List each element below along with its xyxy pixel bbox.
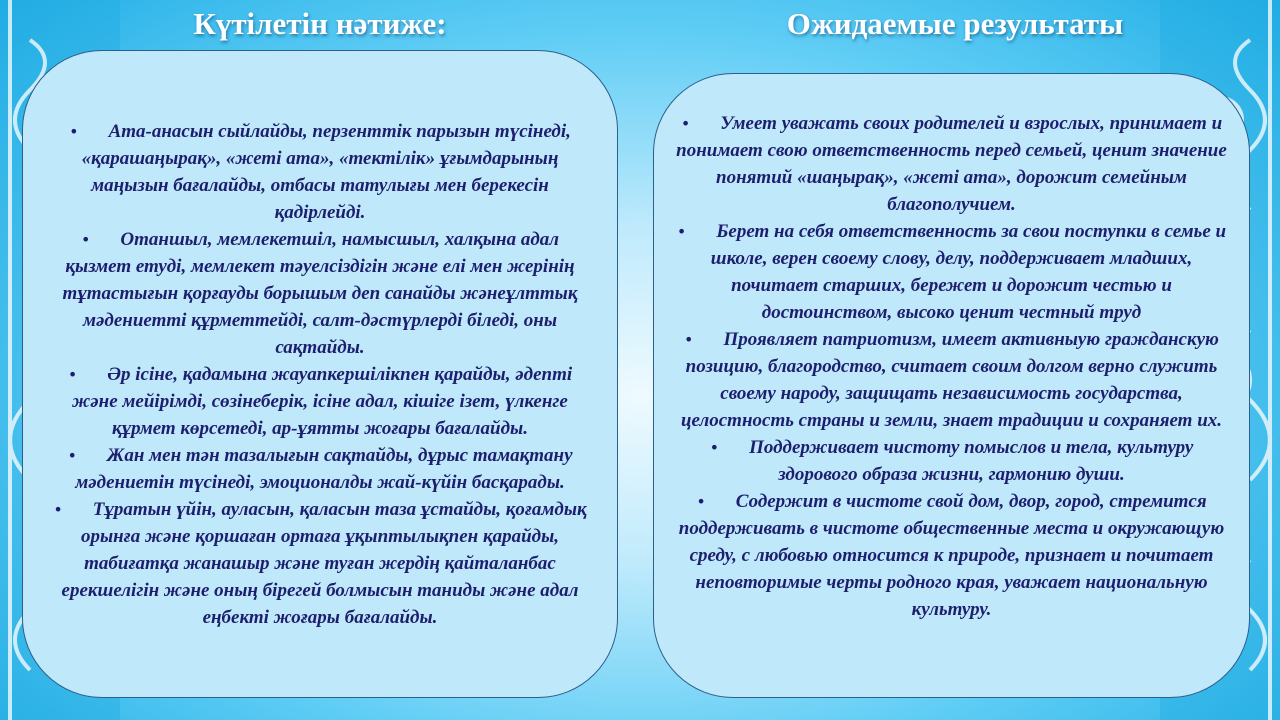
russian-result-text: Проявляет патриотизм, имеет активныую гражданскую позицию, благородство, считает своим долгом верно служить своему народу, защищать независимость государства, целостность страны и земли, знает традиции и сохраняет их.: [680, 329, 1223, 431]
kazakh-result-item: [51, 442, 589, 496]
russian-result-text: Берет на себя ответственность за свои поступки в семье и школе, верен своему слову, делу, поддерживает младших, почитает старших, бережет и дорожит честью и достоинством, высоко ценит честный труд: [710, 221, 1227, 323]
russian-result-item: [674, 326, 1229, 434]
russian-heading: Ожидаемые результаты: [786, 6, 1124, 41]
bullet: •: [676, 222, 687, 241]
kazakh-results-list: [51, 118, 589, 631]
bullet: •: [709, 438, 720, 457]
kazakh-result-text: Отаншыл, мемлекетшіл, намысшыл, халқына адал қызмет етуді, мемлекет тәуелсіздігін және елі мен жерінің тұтастығын қорғауды борышым деп санайды жәнеұлттық мәдениетті құрметтейді, салт-дәстүрлерді біледі, оны сақтайды.: [62, 228, 578, 358]
kazakh-result-text: Әр ісіне, қадамына жауапкершілікпен қарайды, әдепті және мейірімді, сөзінеберік, ісіне адал, кішіге ізет, үлкенге құрмет көрсетеді, ар-ұятты жоғары бағалайды.: [72, 363, 573, 439]
bullet: •: [684, 330, 694, 349]
bullet: •: [53, 499, 63, 519]
kazakh-result-text: Жан мен тән тазалығын сақтайды, дұрыс тамақтану мәдениетін түсінеді, эмоционалды жай-күйін басқарады.: [75, 444, 573, 493]
bullet: •: [67, 364, 78, 384]
bullet: •: [67, 445, 77, 465]
russian-result-item: [674, 218, 1229, 326]
kazakh-result-item: [51, 361, 589, 442]
kazakh-result-text: Ата-анасын сыйлайды, перзенттік парызын түсінеді, «қарашаңырақ», «жеті ата», «тектілік» ұғымдарының маңызын бағалайды, отбасы татулығы мен берекесін қадірлейді.: [81, 120, 571, 223]
kazakh-results-panel: [22, 50, 618, 698]
russian-result-item: [674, 110, 1229, 218]
bullet: •: [69, 121, 79, 141]
russian-result-item: [674, 488, 1229, 623]
kazakh-result-text: Тұратын үйін, ауласын, қаласын таза ұстайды, қоғамдық орынға және қоршаған ортаға ұқыптылықпен қарайды, табиғатқа жанашыр және туған жердің қайталанбас ерекшелігін және оның бірегей болмысын таниды және адал еңбекті жоғары бағалайды.: [61, 498, 587, 628]
kazakh-result-item: [51, 118, 589, 226]
russian-results-list: [674, 110, 1229, 623]
bullet: •: [696, 492, 706, 511]
russian-result-item: [674, 434, 1229, 488]
bullet: •: [80, 229, 91, 249]
russian-result-text: Умеет уважать своих родителей и взрослых, принимает и понимает свою ответственность перед семьей, ценит значение понятий «шаңырақ», «жеті ата», дорожит семейным благополучием.: [676, 113, 1227, 215]
russian-result-text: Поддерживает чистоту помыслов и тела, культуру здорового образа жизни, гармонию души.: [749, 437, 1194, 485]
kazakh-result-item: [51, 226, 589, 361]
bullet: •: [680, 114, 691, 133]
russian-results-panel: [653, 73, 1250, 698]
russian-result-text: Содержит в чистоте свой дом, двор, город, стремится поддерживать в чистоте общественные места и окружающую среду, с любовью относится к природе, признает и почитает неповторимые черты родного края, уважает национальную культуру.: [678, 491, 1225, 620]
kazakh-heading: Күтілетін нәтиже:: [193, 6, 447, 41]
kazakh-result-item: [51, 496, 589, 631]
